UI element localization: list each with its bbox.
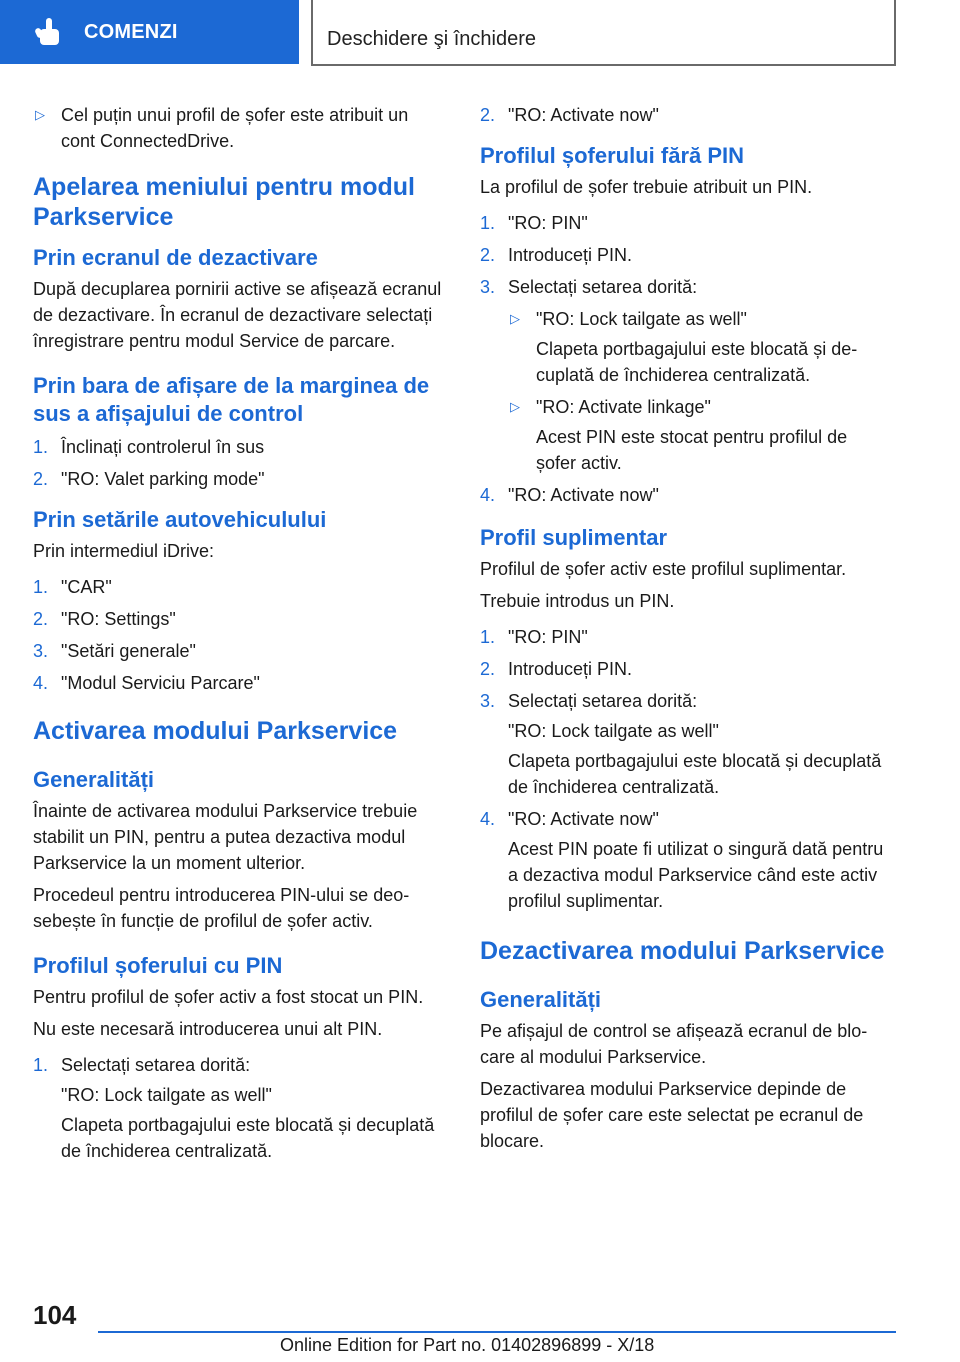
- extra-steps-list: [480, 624, 892, 682]
- list-item: [480, 656, 892, 682]
- step-option-description: Acest PIN poate fi utilizat o singură dată pentru a dezactiva modul Parkservice când este activ profilul suplimentar.: [508, 839, 884, 911]
- footer-edition-text: Online Edition for Part no. 01402896899 - X/18: [280, 1335, 655, 1355]
- step-text: Introduceți PIN.: [508, 659, 633, 679]
- triangle-bullet-icon: ▷: [35, 107, 45, 122]
- step-number: 4.: [480, 809, 496, 829]
- bullet-description: Clapeta portbagajului este blocată și decuplată de închiderea centralizată.: [536, 339, 858, 385]
- list-item: [33, 1052, 445, 1164]
- bullet-item: [33, 102, 445, 154]
- step-text: "RO: Activate now": [508, 809, 659, 829]
- list-item: [480, 274, 892, 300]
- paragraph-extra-1: Profilul de șofer activ este profilul suplimentar.: [480, 559, 847, 579]
- page-number: 104: [33, 1300, 77, 1330]
- list-item: [33, 466, 445, 492]
- paragraph-extra-2: Trebuie introdus un PIN.: [480, 591, 675, 611]
- heading-profile-without-pin: Profilul șoferului fără PIN: [480, 143, 745, 168]
- list-item: [33, 670, 445, 696]
- paragraph-idrive: Prin intermediul iDrive:: [33, 541, 215, 561]
- list-item: [480, 624, 892, 650]
- paragraph-pin-1: Pentru profilul de șofer activ a fost stocat un PIN.: [33, 987, 424, 1007]
- bullet-item: [508, 306, 892, 388]
- step-text: "RO: PIN": [508, 627, 588, 647]
- step-number: 3.: [480, 691, 496, 711]
- step-text: "RO: Settings": [61, 609, 176, 629]
- chapter-title: Deschidere şi închidere: [327, 28, 536, 50]
- heading-call-menu: Apelarea meniului pentru modul Parkservice: [33, 173, 415, 231]
- heading-profile-with-pin: Profilul șoferului cu PIN: [33, 953, 283, 978]
- list-item: [33, 638, 445, 664]
- list-item: [480, 102, 892, 128]
- heading-deactivation-screen: Prin ecranul de dezactivare: [33, 245, 318, 270]
- step-text: Introduceți PIN.: [508, 245, 633, 265]
- step-number: 2.: [480, 245, 496, 265]
- heading-deactivate-parkservice: Dezactivarea modului Parkservice: [480, 937, 885, 965]
- list-item: [33, 574, 445, 600]
- heading-extra-profile: Profil suplimentar: [480, 525, 668, 550]
- step-text: Selectați setarea dorită:: [61, 1055, 251, 1075]
- heading-general: Generalități: [33, 767, 155, 792]
- paragraph-general-2: Procedeul pentru introducerea PIN-ului se deosebește în funcție de profilul de șofer activ.: [33, 885, 410, 931]
- step-text: "Setări generale": [61, 641, 196, 661]
- list-item: [480, 806, 892, 914]
- paragraph-pin-2: Nu este necesară introducerea unui alt PIN.: [33, 1019, 383, 1039]
- heading-vehicle-settings: Prin setările autovehiculului: [33, 507, 327, 532]
- left-column: [33, 102, 445, 1170]
- paragraph-general-1: Înainte de activarea modului Parkservice trebuie stabilit un PIN, pentru a putea dezactiva modul Parkservice la un moment ulterior.: [33, 801, 418, 873]
- step-text: Selectați setarea dorită:: [508, 277, 698, 297]
- step-number: 1.: [33, 577, 49, 597]
- step-number: 1.: [480, 213, 496, 233]
- heading-general-deactivate: Generalități: [480, 987, 602, 1012]
- list-item: [480, 688, 892, 800]
- step-number: 2.: [480, 659, 496, 679]
- step-text: "RO: PIN": [508, 213, 588, 233]
- heading-activate-parkservice: Activarea modului Parkservice: [33, 717, 398, 745]
- bar-steps-list: [33, 434, 445, 492]
- step-option-description: Clapeta portbagajului este blocată și decuplată de închiderea centralizată.: [61, 1115, 435, 1161]
- bullet-item: [508, 394, 892, 476]
- step-number: 4.: [480, 485, 496, 505]
- list-item: [33, 434, 445, 460]
- step-number: 3.: [33, 641, 49, 661]
- step-text: "RO: Valet parking mode": [61, 469, 265, 489]
- list-item: [480, 210, 892, 236]
- triangle-bullet-icon: ▷: [510, 311, 520, 326]
- no-pin-steps-list: [480, 210, 892, 300]
- chapter-header: [311, 0, 896, 66]
- step-number: 1.: [480, 627, 496, 647]
- list-item: [33, 606, 445, 632]
- triangle-bullet-icon: ▷: [510, 399, 520, 414]
- paragraph-no-pin: La profilul de șofer trebuie atribuit un PIN.: [480, 177, 813, 197]
- step-option-description: Clapeta portbagajului este blocată și decuplată de închiderea centralizată.: [508, 751, 882, 797]
- step-text: "Modul Serviciu Parcare": [61, 673, 260, 693]
- bullet-text: "RO: Lock tailgate as well": [536, 309, 747, 329]
- step-option: "RO: Lock tailgate as well": [508, 721, 719, 741]
- step-text: Înclinați controlerul în sus: [61, 437, 265, 457]
- section-tab: [0, 0, 299, 64]
- right-column: [480, 102, 892, 1160]
- step-text: "CAR": [61, 577, 112, 597]
- step-text: Selectați setarea dorită:: [508, 691, 698, 711]
- option-list: [508, 306, 892, 476]
- settings-steps-list: [33, 574, 445, 696]
- list-item: [480, 242, 892, 268]
- step-number: 1.: [33, 437, 49, 457]
- step-text: "RO: Activate now": [508, 485, 659, 505]
- step-number: 1.: [33, 1055, 49, 1075]
- step-number: 2.: [480, 105, 496, 125]
- hand-pointer-icon: [32, 15, 66, 49]
- bullet-text: Cel puțin unui profil de șofer este atribuit un cont ConnectedDrive.: [61, 105, 409, 151]
- paragraph-deactivation-screen: După decuplarea pornirii active se afișează ecranul de dezactivare. În ecranul de dezactivare selectați înregistrare pentru modul Service de parcare.: [33, 279, 442, 351]
- bullet-text: "RO: Activate linkage": [536, 397, 711, 417]
- step-number: 3.: [480, 277, 496, 297]
- footer-divider: [98, 1331, 896, 1333]
- heading-status-bar: Prin bara de afișare de la marginea de sus a afișajului de control: [33, 373, 430, 426]
- step-number: 2.: [33, 609, 49, 629]
- step-number: 4.: [33, 673, 49, 693]
- section-tab-label: COMENZI: [84, 20, 178, 43]
- step-text: "RO: Activate now": [508, 105, 659, 125]
- step-option: "RO: Lock tailgate as well": [61, 1085, 272, 1105]
- step-number: 2.: [33, 469, 49, 489]
- list-item: [480, 482, 892, 508]
- paragraph-deactivate-1: Pe afișajul de control se afișează ecranul de blocare al modului Parkservice.: [480, 1021, 868, 1067]
- bullet-description: Acest PIN este stocat pentru profilul de șofer activ.: [536, 427, 848, 473]
- paragraph-deactivate-2: Dezactivarea modului Parkservice depinde de profilul de șofer care este selectat pe ecranul de blocare.: [480, 1079, 864, 1151]
